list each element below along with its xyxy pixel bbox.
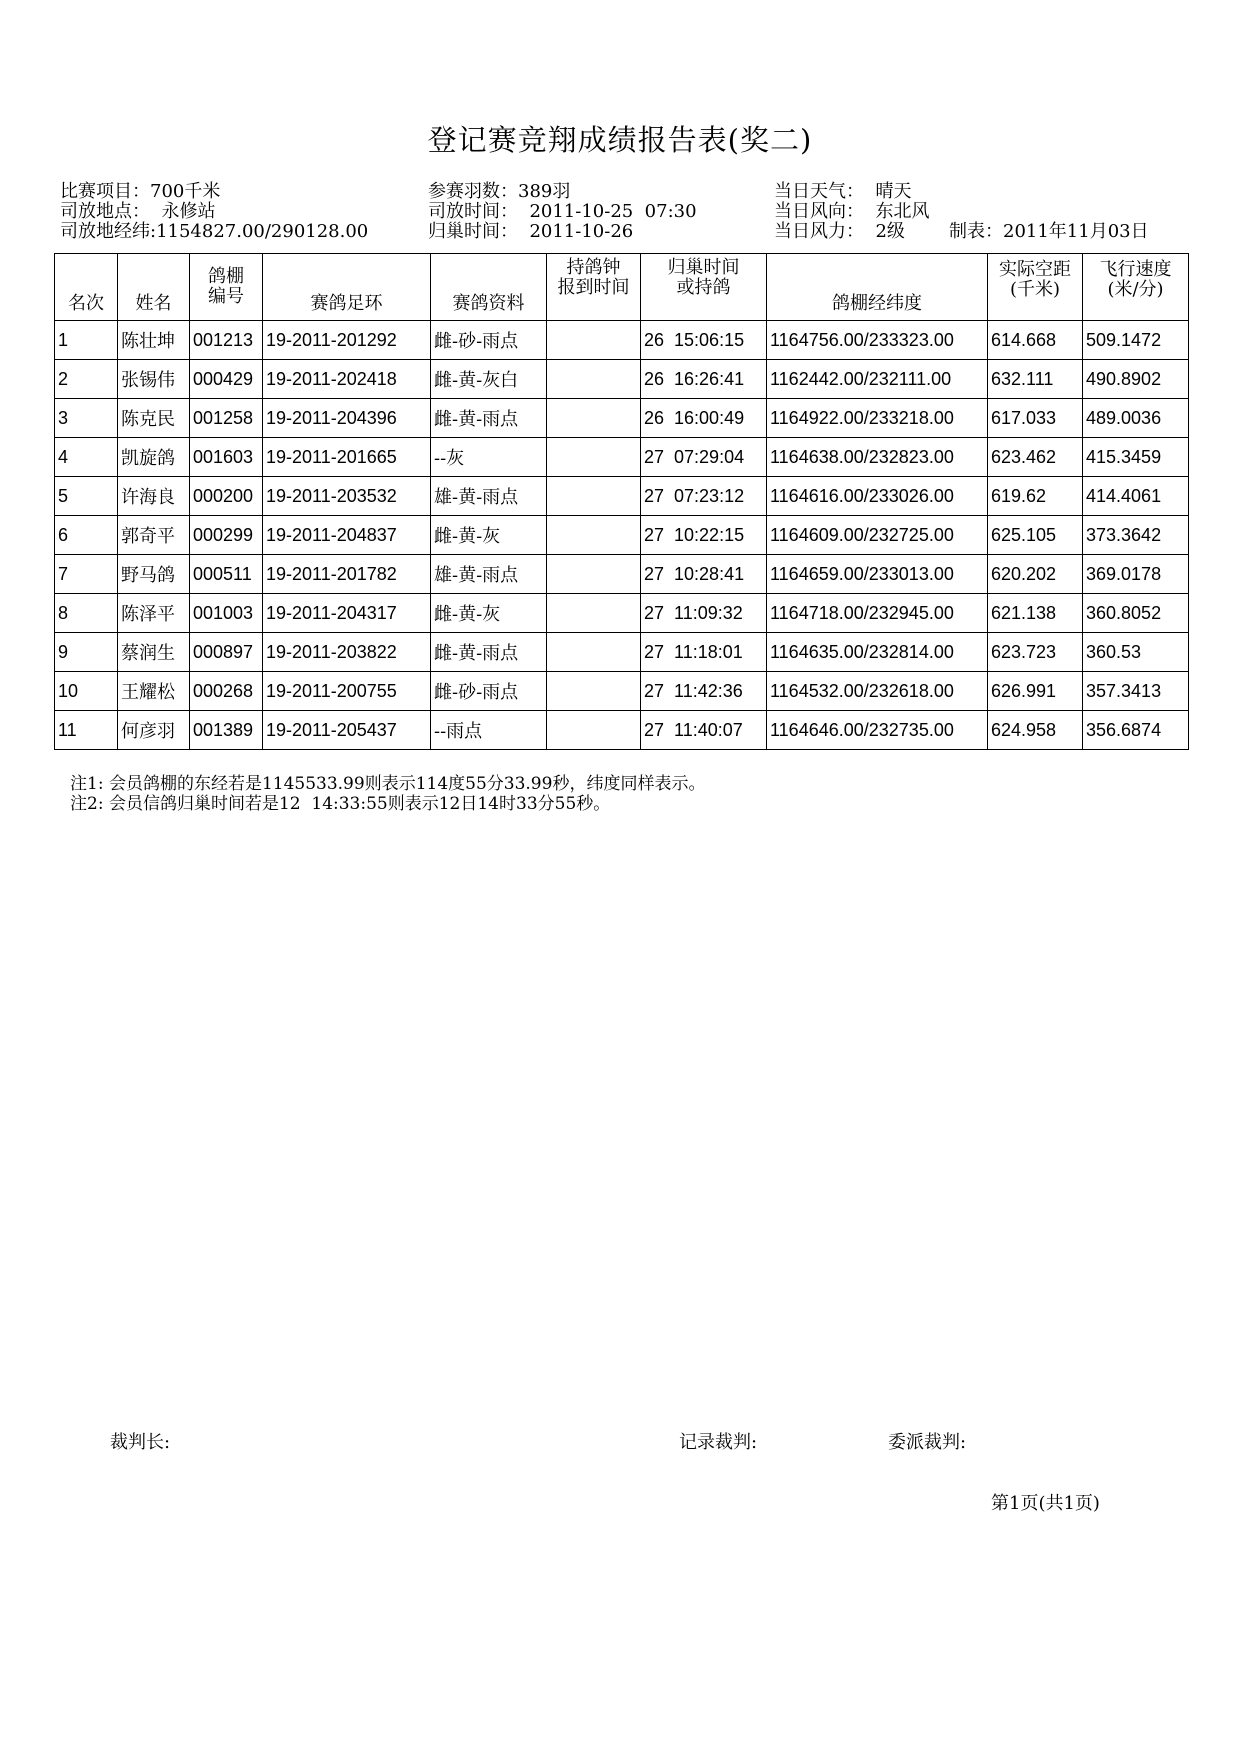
- cell-name: 凯旋鸽: [118, 438, 190, 477]
- cell-ring: 19-2011-205437: [263, 711, 431, 750]
- info-release-site: 司放地点： 永修站: [60, 201, 216, 222]
- cell-arrival-time: 27 11:40:07: [641, 711, 767, 750]
- note-2: 注2: 会员信鸽归巢时间若是12 14:33:55则表示12日14时33分55秒。: [70, 794, 611, 814]
- table-row: [55, 477, 1189, 516]
- cell-bird-info: 雌-砂-雨点: [431, 672, 547, 711]
- cell-clock-time: [547, 399, 641, 438]
- cell-clock-time: [547, 594, 641, 633]
- cell-distance: 619.62: [988, 477, 1083, 516]
- cell-coords: 1162442.00/232111.00: [767, 360, 988, 399]
- cell-bird-info: 雌-砂-雨点: [431, 321, 547, 360]
- cell-bird-info: 雌-黄-雨点: [431, 633, 547, 672]
- cell-distance: 621.138: [988, 594, 1083, 633]
- cell-clock-time: [547, 321, 641, 360]
- info-wind-force: 当日风力： 2级: [774, 221, 905, 242]
- cell-rank: 11: [55, 711, 118, 750]
- cell-name: 蔡润生: [118, 633, 190, 672]
- table-row: [55, 555, 1189, 594]
- cell-bird-info: 雌-黄-灰: [431, 516, 547, 555]
- cell-loft-number: 000268: [190, 672, 263, 711]
- table-row: [55, 438, 1189, 477]
- cell-clock-time: [547, 360, 641, 399]
- cell-bird-info: 雄-黄-雨点: [431, 555, 547, 594]
- cell-name: 许海良: [118, 477, 190, 516]
- cell-loft-number: 001603: [190, 438, 263, 477]
- header-clock-time: 持鸽钟 报到时间: [547, 254, 641, 321]
- cell-distance: 624.958: [988, 711, 1083, 750]
- cell-coords: 1164609.00/232725.00: [767, 516, 988, 555]
- cell-arrival-time: 26 16:26:41: [641, 360, 767, 399]
- cell-name: 陈壮坤: [118, 321, 190, 360]
- cell-clock-time: [547, 477, 641, 516]
- cell-clock-time: [547, 711, 641, 750]
- header-name: 姓名: [118, 254, 190, 321]
- cell-rank: 5: [55, 477, 118, 516]
- cell-speed: 369.0178: [1083, 555, 1189, 594]
- cell-arrival-time: 26 16:00:49: [641, 399, 767, 438]
- header-speed: 飞行速度 (米/分): [1083, 254, 1189, 321]
- cell-rank: 8: [55, 594, 118, 633]
- cell-ring: 19-2011-204396: [263, 399, 431, 438]
- cell-rank: 7: [55, 555, 118, 594]
- cell-bird-info: --雨点: [431, 711, 547, 750]
- info-release-coords: 司放地经纬:1154827.00/290128.00: [60, 221, 369, 242]
- cell-name: 陈克民: [118, 399, 190, 438]
- cell-distance: 625.105: [988, 516, 1083, 555]
- cell-coords: 1164638.00/232823.00: [767, 438, 988, 477]
- cell-rank: 3: [55, 399, 118, 438]
- cell-bird-info: 雌-黄-灰: [431, 594, 547, 633]
- cell-arrival-time: 27 11:18:01: [641, 633, 767, 672]
- note-1: 注1: 会员鸽棚的东经若是1145533.99则表示114度55分33.99秒，纬度同样表示。: [70, 774, 706, 794]
- signature-appointed-judge: 委派裁判:: [888, 1432, 967, 1453]
- cell-name: 张锡伟: [118, 360, 190, 399]
- table-row: [55, 516, 1189, 555]
- header-loft-number: 鸽棚 编号: [190, 254, 263, 321]
- cell-loft-number: 001258: [190, 399, 263, 438]
- cell-name: 何彦羽: [118, 711, 190, 750]
- cell-distance: 620.202: [988, 555, 1083, 594]
- cell-ring: 19-2011-201292: [263, 321, 431, 360]
- cell-coords: 1164532.00/232618.00: [767, 672, 988, 711]
- cell-loft-number: 001213: [190, 321, 263, 360]
- cell-ring: 19-2011-202418: [263, 360, 431, 399]
- cell-loft-number: 000429: [190, 360, 263, 399]
- cell-ring: 19-2011-203532: [263, 477, 431, 516]
- cell-rank: 9: [55, 633, 118, 672]
- cell-speed: 357.3413: [1083, 672, 1189, 711]
- cell-ring: 19-2011-204317: [263, 594, 431, 633]
- header-coords: 鸽棚经纬度: [767, 254, 988, 321]
- cell-distance: 623.723: [988, 633, 1083, 672]
- table-header-row: [55, 254, 1189, 321]
- cell-name: 王耀松: [118, 672, 190, 711]
- cell-distance: 626.991: [988, 672, 1083, 711]
- report-title: 登记赛竞翔成绩报告表(奖二): [427, 123, 813, 157]
- info-weather: 当日天气： 晴天: [774, 181, 912, 202]
- cell-bird-info: 雄-黄-雨点: [431, 477, 547, 516]
- cell-ring: 19-2011-200755: [263, 672, 431, 711]
- cell-bird-info: --灰: [431, 438, 547, 477]
- cell-rank: 10: [55, 672, 118, 711]
- cell-distance: 617.033: [988, 399, 1083, 438]
- cell-arrival-time: 27 11:09:32: [641, 594, 767, 633]
- cell-speed: 373.3642: [1083, 516, 1189, 555]
- cell-arrival-time: 27 10:28:41: [641, 555, 767, 594]
- cell-distance: 614.668: [988, 321, 1083, 360]
- cell-coords: 1164718.00/232945.00: [767, 594, 988, 633]
- header-rank: 名次: [55, 254, 118, 321]
- info-made-date: 制表：2011年11月03日: [949, 221, 1149, 242]
- cell-distance: 632.111: [988, 360, 1083, 399]
- header-distance: 实际空距 (千米): [988, 254, 1083, 321]
- header-bird-info: 赛鸽资料: [431, 254, 547, 321]
- cell-name: 陈泽平: [118, 594, 190, 633]
- cell-clock-time: [547, 633, 641, 672]
- table-row: [55, 672, 1189, 711]
- cell-arrival-time: 27 10:22:15: [641, 516, 767, 555]
- info-event: 比赛项目：700千米: [60, 181, 221, 202]
- cell-ring: 19-2011-204837: [263, 516, 431, 555]
- header-ring: 赛鸽足环: [263, 254, 431, 321]
- cell-clock-time: [547, 672, 641, 711]
- signature-chief-judge: 裁判长:: [110, 1432, 171, 1453]
- cell-rank: 4: [55, 438, 118, 477]
- cell-ring: 19-2011-201665: [263, 438, 431, 477]
- cell-rank: 1: [55, 321, 118, 360]
- cell-speed: 509.1472: [1083, 321, 1189, 360]
- info-return-time: 归巢时间： 2011-10-26: [428, 221, 634, 242]
- info-entries: 参赛羽数：389羽: [428, 181, 571, 202]
- table-row: [55, 399, 1189, 438]
- info-wind-direction: 当日风向： 东北风: [774, 201, 930, 222]
- cell-loft-number: 001389: [190, 711, 263, 750]
- cell-bird-info: 雌-黄-灰白: [431, 360, 547, 399]
- cell-coords: 1164646.00/232735.00: [767, 711, 988, 750]
- cell-speed: 356.6874: [1083, 711, 1189, 750]
- cell-loft-number: 000897: [190, 633, 263, 672]
- cell-name: 野马鸽: [118, 555, 190, 594]
- cell-ring: 19-2011-203822: [263, 633, 431, 672]
- cell-rank: 6: [55, 516, 118, 555]
- page-number: 第1页(共1页): [991, 1493, 1100, 1514]
- cell-clock-time: [547, 516, 641, 555]
- cell-speed: 489.0036: [1083, 399, 1189, 438]
- cell-bird-info: 雌-黄-雨点: [431, 399, 547, 438]
- cell-loft-number: 000299: [190, 516, 263, 555]
- info-release-time: 司放时间： 2011-10-25 07:30: [428, 201, 697, 222]
- table-row: [55, 633, 1189, 672]
- cell-loft-number: 000511: [190, 555, 263, 594]
- table-row: [55, 360, 1189, 399]
- cell-clock-time: [547, 555, 641, 594]
- cell-speed: 415.3459: [1083, 438, 1189, 477]
- cell-coords: 1164659.00/233013.00: [767, 555, 988, 594]
- cell-arrival-time: 27 11:42:36: [641, 672, 767, 711]
- cell-speed: 360.8052: [1083, 594, 1189, 633]
- cell-speed: 360.53: [1083, 633, 1189, 672]
- cell-distance: 623.462: [988, 438, 1083, 477]
- cell-arrival-time: 27 07:23:12: [641, 477, 767, 516]
- cell-name: 郭奇平: [118, 516, 190, 555]
- cell-loft-number: 001003: [190, 594, 263, 633]
- table-row: [55, 594, 1189, 633]
- cell-speed: 490.8902: [1083, 360, 1189, 399]
- header-arrival-time: 归巢时间 或持鸽: [641, 254, 767, 321]
- cell-arrival-time: 27 07:29:04: [641, 438, 767, 477]
- cell-rank: 2: [55, 360, 118, 399]
- cell-coords: 1164756.00/233323.00: [767, 321, 988, 360]
- cell-speed: 414.4061: [1083, 477, 1189, 516]
- table-row: [55, 321, 1189, 360]
- cell-ring: 19-2011-201782: [263, 555, 431, 594]
- cell-coords: 1164635.00/232814.00: [767, 633, 988, 672]
- cell-loft-number: 000200: [190, 477, 263, 516]
- signature-recording-judge: 记录裁判:: [679, 1432, 758, 1453]
- cell-clock-time: [547, 438, 641, 477]
- cell-arrival-time: 26 15:06:15: [641, 321, 767, 360]
- results-table: [54, 253, 1189, 750]
- table-row: [55, 711, 1189, 750]
- cell-coords: 1164616.00/233026.00: [767, 477, 988, 516]
- cell-coords: 1164922.00/233218.00: [767, 399, 988, 438]
